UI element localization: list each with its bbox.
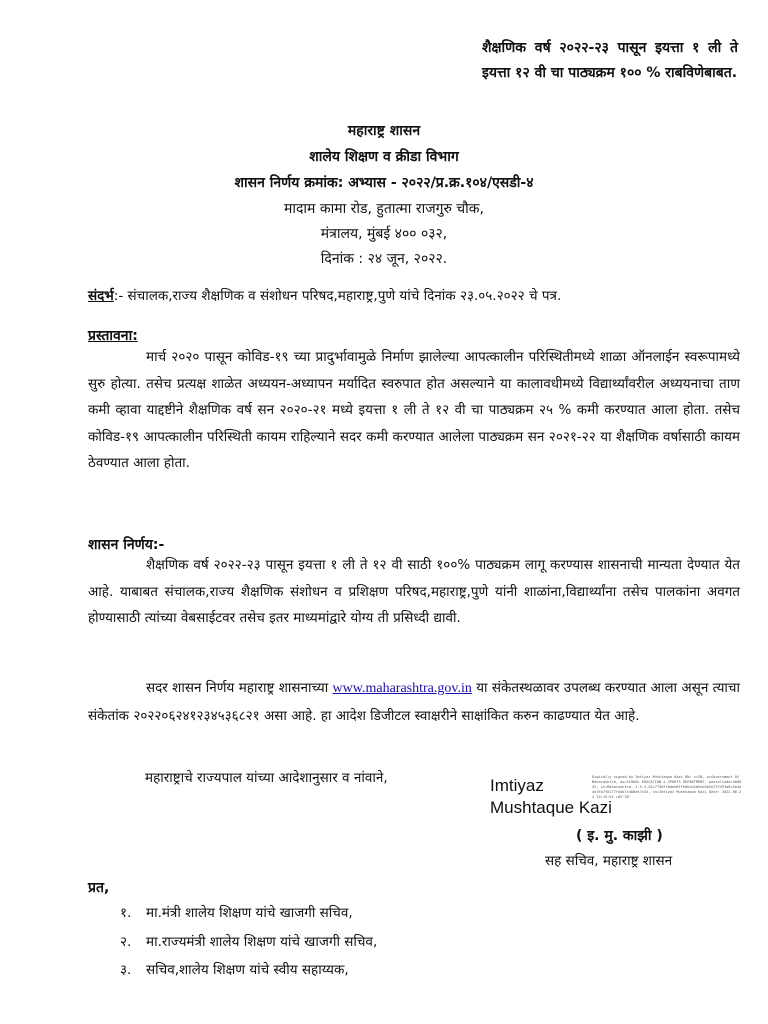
publication-text-start: सदर शासन निर्णय महाराष्ट्र शासनाच्या <box>146 680 333 696</box>
government-name: महाराष्ट्र शासन <box>347 123 421 139</box>
list-item <box>120 903 353 921</box>
address-line-1: मादाम कामा रोड, हुतात्मा राजगुरु चौक, <box>283 201 485 217</box>
reference-line <box>88 283 740 310</box>
list-item-text: मा.राज्यमंत्री शालेय शिक्षण यांचे खाजगी सचिव, <box>146 934 378 950</box>
address-line-2: मंत्रालय, मुंबई ४०० ०३२, <box>320 226 448 242</box>
list-item-number: ३. <box>120 962 132 978</box>
gr-number: शासन निर्णय क्रमांक: अभ्यास - २०२२/प्र.क्र.१०४/एसडी-४ <box>234 175 534 191</box>
digital-signature-details: Digitally signed by Imtiyaz Mushtaque Kazi DN: c=IN, o=Government Of Maharashtra, ou=SCHOOL EDUCATION & SPORTS DEPARTMENT, postalCode=400032, st=Maharashtra, 2.5.4.20=7750ffbdee8ffe0bcb2b5cb3b5e72f491a8c3a4e4e3fa7f8177fd4b7c4b8e47c54, cn=Imtiyaz Mushtaque Kazi Date: 2022.06.24 15:19:52 +05'30' <box>592 775 742 799</box>
list-item <box>120 932 377 950</box>
order-line: महाराष्ट्राचे राज्यपाल यांच्या आदेशानुसार व नांवाने, <box>145 770 388 786</box>
signatory-designation: सह सचिव, महाराष्ट्र शासन <box>545 853 673 869</box>
decision-publication-text <box>88 675 740 729</box>
reference-label: संदर्भ <box>88 288 114 304</box>
preamble-text: मार्च २०२० पासून कोविड-१९ च्या प्रादुर्भावामुळे निर्माण झालेल्या आपत्कालीन परिस्थितीमध्ये शाळा ऑनलाईन स्वरूपामध्ये सुरु होत्या. तसेच प्रत्यक्ष शाळेत अध्ययन-अध्यापन मर्यादित स्वरुपात होत असल्याने या कालावधीमध्ये विद्यार्थ्यांवरील अध्ययनाचा ताण कमी व्हावा याद्दष्टीने शैक्षणिक वर्ष सन २०२०-२१ मध्ये इयत्ता १ ली ते १२ वी चा पाठ्यक्रम २५ % कमी करण्यात आला होता. तसेच कोविड-१९ आपत्कालीन परिस्थिती कायम राहिल्याने सदर कमी करण्यात आलेला पाठ्यक्रम सन २०२१-२२ या शैक्षणिक वर्षासाठी कायम ठेवण्यात आला होता. <box>88 349 740 471</box>
list-item-number: १. <box>120 905 132 921</box>
department-name: शालेय शिक्षण व क्रीडा विभाग <box>309 149 459 165</box>
website-link[interactable]: www.maharashtra.gov.in <box>332 681 472 696</box>
preamble-heading: प्रस्तावना: <box>88 328 138 344</box>
publication-text-end: या संकेतस्थळावर उपलब्ध करण्यात आला असून त्याचा संकेतांक २०२२०६२४१२३४५३६८२१ असा आहे. हा आदेश डिजीटल स्वाक्षरीने साक्षांकित करुन काढण्यात येत आहे. <box>88 680 740 724</box>
list-item-text: मा.मंत्री शालेय शिक्षण यांचे खाजगी सचिव, <box>146 905 353 921</box>
document-date: दिनांक : २४ जून, २०२२. <box>320 251 448 267</box>
list-item-number: २. <box>120 934 132 950</box>
list-item-text: सचिव,शालेय शिक्षण यांचे स्वीय सहाय्यक, <box>146 962 349 978</box>
copy-to-heading: प्रत, <box>88 880 110 896</box>
decision-text: शैक्षणिक वर्ष २०२२-२३ पासून इयत्ता १ ली ते १२ वी साठी १००% पाठ्यक्रम लागू करण्यास शासनाची मान्यता देण्यात येत आहे. याबाबत संचालक,राज्य शैक्षणिक संशोधन व प्रशिक्षण परिषद,महाराष्ट्र,पुणे यांनी शाळांना,विद्यार्थ्यांना तसेच पालकांना अवगत होण्यासाठी त्यांच्या वेबसाईटवर तसेच इतर माध्यमांद्वारे योग्य ती प्रसिध्दी द्यावी. <box>88 557 740 626</box>
document-subject: शैक्षणिक वर्ष २०२२-२३ पासून इयत्ता १ ली ते इयत्ता १२ वी चा पाठ्यक्रम १०० % राबविणेबाबत. <box>482 40 738 81</box>
signatory-initials: ( इ. मु. काझी ) <box>576 828 663 844</box>
signatory-first-name: Imtiyaz <box>490 776 544 795</box>
list-item <box>120 960 349 978</box>
reference-text: :- संचालक,राज्य शैक्षणिक व संशोधन परिषद,महाराष्ट्र,पुणे यांचे दिनांक २३.०५.२०२२ चे पत्र. <box>113 288 562 304</box>
decision-heading: शासन निर्णय:- <box>88 537 165 553</box>
signatory-last-name: Mushtaque Kazi <box>490 798 612 817</box>
